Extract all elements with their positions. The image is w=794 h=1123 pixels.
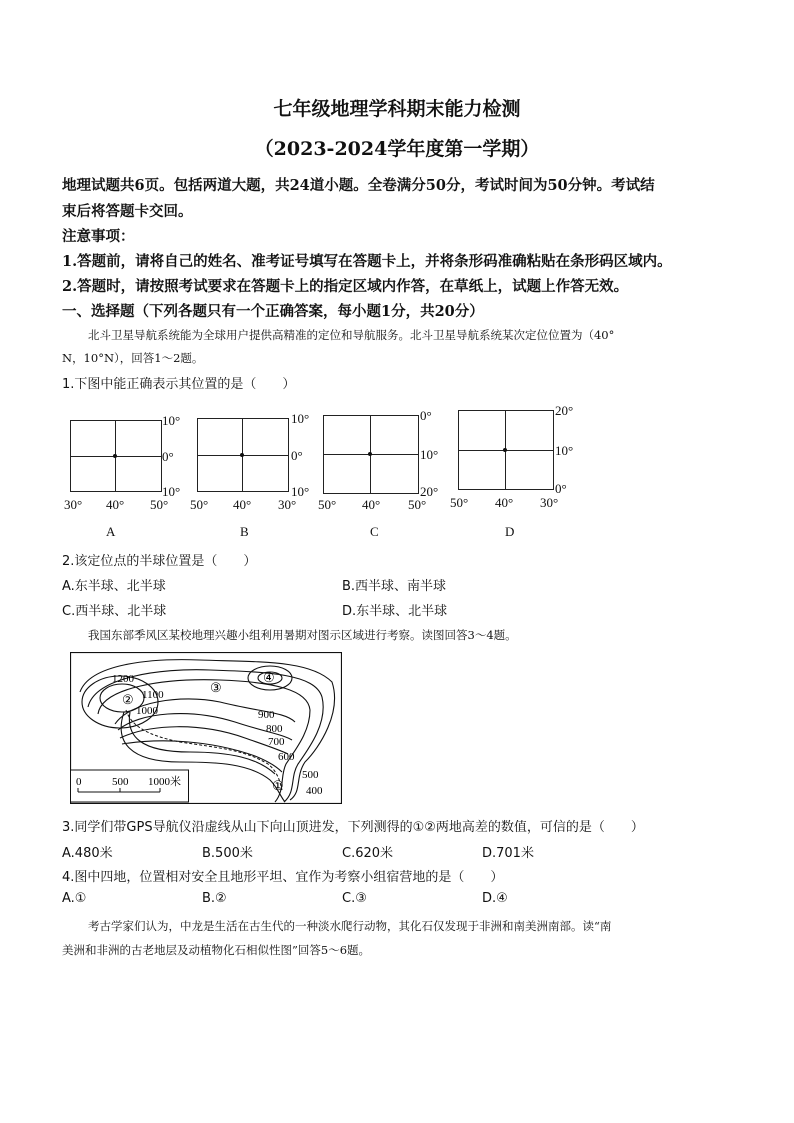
x-label: 50° [190, 497, 209, 512]
q2-option-a: A.东半球、北半球 [62, 579, 166, 594]
y-label: 10° [555, 443, 574, 458]
q2-option-c: C.西半球、北半球 [62, 604, 167, 619]
material-1-line-2: N，10°N），回答1～2题。 [62, 351, 204, 365]
contour-label: 400 [306, 785, 323, 797]
intro-line-1: 地理试题共6页。包括两道大题，共24道小题。全卷满分50分，考试时间为50分钟。考试结 [62, 177, 655, 194]
marker-1: ① [272, 778, 284, 793]
position-dot [503, 448, 507, 452]
material-2: 我国东部季风区某校地理兴趣小组利用暑期对图示区域进行考察。读图回答3～4题。 [88, 628, 517, 642]
x-label: 50° [408, 497, 427, 512]
contour-label: 1200 [112, 673, 134, 685]
contour-label: 1000 [136, 705, 158, 717]
y-label: 20° [420, 484, 439, 499]
intro-line-2: 束后将答题卡交回。 [62, 203, 193, 220]
contour-label: 700 [268, 736, 285, 748]
q3-option-c: C.620米 [342, 846, 394, 861]
contour-label: 500 [302, 769, 319, 781]
notice-1: 1.答题前，请将自己的姓名、准考证号填写在答题卡上，并将条形码准确粘贴在条形码区域内。 [62, 253, 672, 270]
option-letter: A [106, 524, 116, 539]
scale-label: 1000米 [148, 776, 181, 788]
x-label: 50° [318, 497, 337, 512]
option-letter: B [240, 524, 249, 539]
material-3-line-2: 美洲和非洲的古老地层及动植物化石相似性图”回答5～6题。 [62, 943, 371, 957]
question-1: 1.下图中能正确表示其位置的是（ ） [62, 377, 296, 392]
q4-option-b: B.② [202, 891, 227, 906]
option-letter: D [505, 524, 515, 539]
y-label: 20° [555, 403, 574, 418]
y-label: 10° [162, 413, 181, 428]
notice-2: 2.答题时，请按照考试要求在答题卡上的指定区域内作答，在草纸上，试题上作答无效。 [62, 278, 629, 295]
q3-option-d: D.701米 [482, 846, 534, 861]
y-label: 0° [162, 449, 174, 464]
marker-4: ④ [263, 670, 275, 685]
scale-label: 0 [76, 776, 82, 788]
x-label: 40° [106, 497, 125, 512]
y-label: 10° [291, 484, 310, 499]
x-label: 30° [278, 497, 297, 512]
material-1-line-1: 北斗卫星导航系统能为全球用户提供高精准的定位和导航服务。北斗卫星导航系统某次定位位置为（40° [88, 328, 615, 342]
x-label: 30° [540, 495, 559, 510]
page-title: 七年级地理学科期末能力检测 [273, 98, 521, 120]
position-dot [240, 453, 244, 457]
x-label: 40° [362, 497, 381, 512]
q4-option-d: D.④ [482, 891, 508, 906]
x-label: 30° [64, 497, 83, 512]
question-2: 2.该定位点的半球位置是（ ） [62, 554, 257, 569]
x-label: 40° [495, 495, 514, 510]
y-label: 10° [291, 411, 310, 426]
q4-option-a: A.① [62, 891, 87, 906]
position-dot [368, 452, 372, 456]
contour-label: 600 [278, 751, 295, 763]
x-label: 50° [450, 495, 469, 510]
q2-option-d: D.东半球、北半球 [342, 604, 448, 619]
y-label: 0° [420, 408, 432, 423]
option-letter: C [370, 524, 379, 539]
x-label: 50° [150, 497, 169, 512]
position-dot [113, 454, 117, 458]
x-label: 40° [233, 497, 252, 512]
q3-option-a: A.480米 [62, 846, 113, 861]
scale-label: 500 [112, 776, 129, 788]
notice-title: 注意事项： [62, 228, 135, 245]
q4-option-c: C.③ [342, 891, 367, 906]
y-label: 10° [162, 484, 181, 499]
question-3: 3.同学们带GPS导航仪沿虚线从山下向山顶进发，下列测得的①②两地高差的数值，可信的是（ ） [62, 820, 644, 835]
y-label: 10° [420, 447, 439, 462]
contour-label: 800 [266, 723, 283, 735]
contour-map [70, 652, 342, 804]
y-label: 0° [555, 481, 567, 496]
section-title: 一、选择题（下列各题只有一个正确答案，每小题1分，共20分） [62, 303, 484, 320]
material-3-line-1: 考古学家们认为，中龙是生活在古生代的一种淡水爬行动物，其化石仅发现于非洲和南美洲南部。读“南 [88, 919, 612, 933]
marker-3: ③ [210, 680, 222, 695]
marker-2: ② [122, 692, 134, 707]
page-subtitle: （2023-2024学年度第一学期） [254, 138, 540, 160]
contour-label: 1100 [142, 689, 164, 701]
question-4: 4.图中四地，位置相对安全且地形平坦、宜作为考察小组宿营地的是（ ） [62, 870, 504, 885]
y-label: 0° [291, 448, 303, 463]
q2-option-b: B.西半球、南半球 [342, 579, 447, 594]
contour-label: 900 [258, 709, 275, 721]
q3-option-b: B.500米 [202, 846, 253, 861]
